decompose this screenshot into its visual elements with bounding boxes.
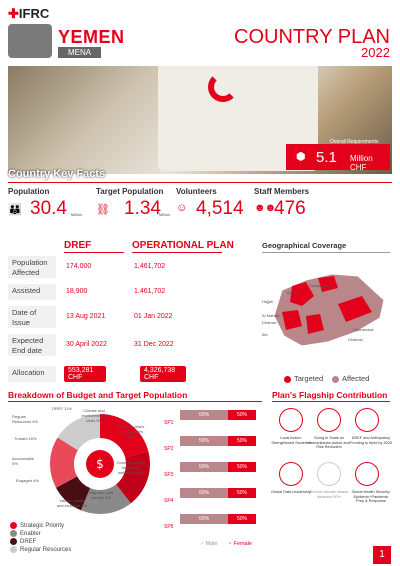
funding-caption: Overall Requirements — [330, 139, 379, 145]
dref-header: DREF — [64, 240, 92, 251]
population-unit: Million — [71, 212, 83, 217]
target-people-icon: ⛓ — [96, 204, 109, 216]
flagship-item-6: Global Health Security: Epidemic+Pandemic Prep & Response — [351, 490, 391, 503]
sp1-female-bar: 50% — [228, 410, 256, 420]
population-label: Population — [8, 187, 50, 196]
dref-end: 30 April 2022 — [66, 341, 107, 348]
op-affected: 1,461,702 — [134, 263, 166, 270]
slice-label-crises: Evolving crises and disasters 18% — [117, 424, 145, 439]
dref-icon — [355, 408, 379, 432]
sp4-label: SP4 — [164, 498, 174, 504]
volunteer-icon: ☺ — [176, 202, 187, 214]
place-amran: Amran — [287, 290, 299, 295]
local-action-icon — [279, 408, 303, 432]
op-header: OPERATIONAL PLAN — [132, 240, 234, 251]
ifrc-logo — [8, 6, 49, 22]
legend-targeted: Targeted — [284, 374, 323, 383]
flagship-item-5: Reduce climate related disasters 50% — [309, 490, 349, 499]
sp1-male-bar: 50% — [180, 410, 228, 420]
staff-label: Staff Members — [254, 187, 310, 196]
climate-icon — [317, 462, 341, 486]
funding-unit: Million CHF — [350, 154, 373, 172]
geo-title: Geographical Coverage — [262, 241, 347, 250]
sp3-label: SP3 — [164, 472, 174, 478]
sp1-label: SP1 — [164, 420, 174, 426]
place-hadramawt: Hadramawt — [353, 327, 374, 332]
legend-regular: Regular Resources — [10, 546, 71, 553]
sp5-label: SP5 — [164, 524, 174, 530]
sp3-male-bar: 50% — [180, 462, 228, 472]
place-hajjah: Hajjah — [262, 299, 274, 304]
place-dhaleah: Dhaleah — [348, 337, 363, 342]
data-leadership-icon — [279, 462, 303, 486]
target-label: Target Population — [96, 187, 164, 196]
flagship-item-3: DREF and Anticipatory Funding to triple by 2025 — [350, 436, 392, 445]
dref-affected: 174,000 — [66, 263, 92, 270]
row-label-assisted: Assisted — [8, 284, 56, 300]
row-label-issue: Date of Issue — [8, 306, 56, 328]
sp4-male-bar: 50% — [180, 488, 228, 498]
place-saada: Sa'ada City — [309, 283, 330, 288]
row-label-end: Expected End date — [8, 334, 56, 356]
dref-issue: 13 Aug 2021 — [66, 313, 106, 320]
affected-dot — [332, 376, 339, 383]
sp3-female-bar: 50% — [228, 462, 256, 472]
place-ibb: Ibb — [262, 332, 268, 337]
yemen-map-icon — [8, 24, 52, 58]
staff-icon: ☻☻ — [254, 202, 276, 214]
volunteers-value: 4,514 — [196, 198, 244, 219]
population-value: 30.4 — [30, 198, 67, 219]
volunteers-label: Volunteers — [176, 187, 217, 196]
place-mahwit: Al Mahwit — [262, 313, 280, 318]
legend-dref: DREF — [10, 538, 36, 545]
flagship-title: Plan's Flagship Contribution — [272, 390, 388, 400]
sp5-female-bar: 50% — [228, 514, 256, 524]
scale-icon — [317, 408, 341, 432]
funding-value: 5.1 — [316, 149, 337, 166]
slice-label-dref: DREF 11% — [52, 406, 72, 411]
slice-label-regular: Regular Resources 4% — [12, 414, 39, 424]
flagship-item-2: Going to Scale on Humanitarian Action and Risk Reduction — [308, 436, 350, 449]
breakdown-title: Breakdown of Budget and Target Population — [8, 390, 188, 400]
svg-text:$: $ — [96, 457, 104, 471]
flagship-item-4: Global Data Leadership — [271, 490, 311, 494]
target-value: 1.34 — [124, 198, 161, 219]
slice-label-health: Growing gaps in health and wellbeing 15% — [116, 460, 146, 475]
legend-affected: Affected — [332, 374, 369, 383]
op-assisted: 1,461,702 — [134, 288, 166, 295]
funding-box — [286, 144, 390, 170]
red-cross-icon: ✚ — [8, 6, 19, 21]
sp5-male-bar: 50% — [180, 514, 228, 524]
money-bag-icon: ⬢ — [296, 151, 306, 163]
targeted-dot — [284, 376, 291, 383]
people-icon: 👪 — [8, 204, 21, 216]
dref-assisted: 18,900 — [66, 288, 88, 295]
sp2-female-bar: 50% — [228, 436, 256, 446]
sp2-label: SP2 — [164, 446, 174, 452]
red-crescent-icon — [208, 72, 238, 102]
org-name: IFRC — [18, 6, 50, 21]
slice-label-engaged: Engaged 4% — [16, 478, 39, 483]
slice-label-migration: Migration and identity 3% — [88, 490, 114, 500]
health-icon — [355, 462, 379, 486]
row-label-allocation: Allocation — [8, 366, 56, 382]
slice-label-trusted: Trusted 16% — [14, 436, 37, 441]
target-unit: Million — [159, 212, 171, 217]
flagship-item-1: Local Action: Strengthened Societies — [271, 436, 311, 445]
dref-allocation: 553,281 CHF — [64, 366, 106, 382]
key-facts-title: Country Key Facts — [8, 168, 106, 180]
female-legend: ♀ Female — [228, 541, 252, 547]
slice-label-accountable: Accountable 5% — [12, 456, 35, 466]
legend-enabler: Enabler — [10, 530, 41, 537]
page-number: 1 — [373, 546, 391, 564]
male-legend: ♂ Male — [200, 541, 218, 547]
yemen-map — [262, 256, 392, 364]
legend-strategic: Strategic Priority — [10, 522, 64, 529]
op-end: 31 Dec 2022 — [134, 341, 174, 348]
place-dhamar: Dhamar — [262, 320, 277, 325]
doc-title: COUNTRY PLAN — [234, 26, 390, 48]
sp4-female-bar: 50% — [228, 488, 256, 498]
slice-label-values: Values, power and inclusion 1% — [56, 498, 88, 508]
region-tag: MENA — [58, 47, 101, 58]
staff-value: 476 — [274, 198, 306, 219]
country-name: YEMEN — [58, 27, 125, 47]
row-label-affected: Population Affected — [8, 256, 56, 278]
sp2-male-bar: 50% — [180, 436, 228, 446]
op-issue: 01 Jan 2022 — [134, 313, 173, 320]
doc-year: 2022 — [361, 45, 390, 60]
slice-label-climate: Climate and environmental crisis 3% — [81, 408, 107, 423]
op-allocation: 4,326,738 CHF — [140, 366, 186, 382]
